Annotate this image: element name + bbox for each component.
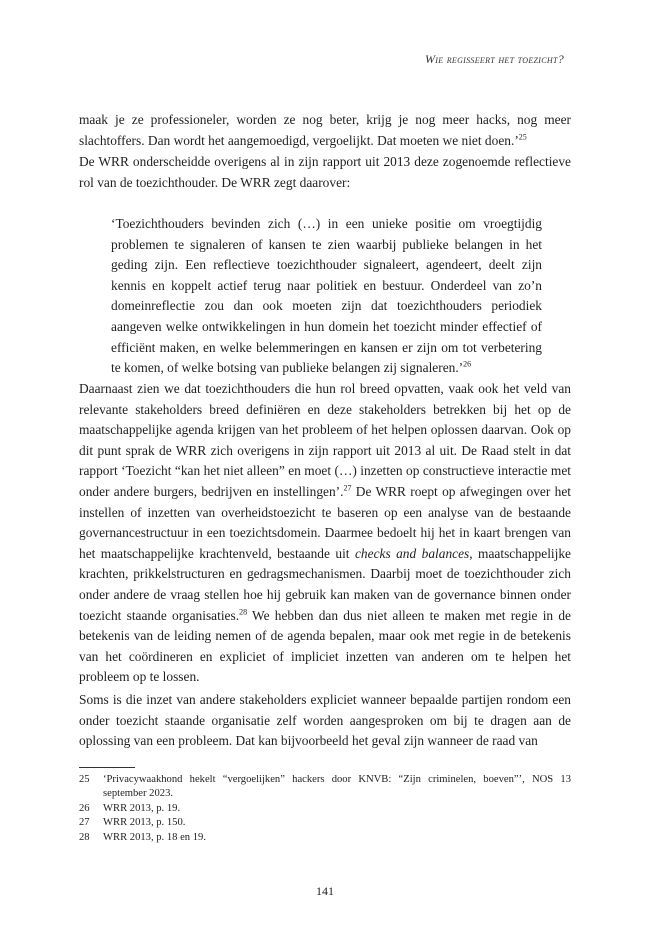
footnote-item — [79, 802, 571, 816]
paragraph-3-italic: checks and balances — [354, 545, 470, 561]
paragraph-3-text-b: De WRR roept op afwegingen over het instellen of inzetten van overheidstoezicht te baseren op een analyse van de bestaande governancestructuur in een toezichtsdomein. Daarmee bedoelt hij het in kaart brengen van het maatschappelijke krachtenveld, bestaande uit — [79, 483, 572, 561]
footnote-ref-25[interactable]: 25 — [518, 132, 527, 142]
paragraph-2-text: De WRR onderscheidde overigens al in zijn rapport uit 2013 deze zogenoemde reflectieve rol van de toezichthouder. De WRR zegt daarover: — [79, 154, 571, 190]
footnote-number: 26 — [79, 802, 90, 814]
block-quote-text: ‘Toezichthouders bevinden zich (…) in een unieke positie om vroegtijdig problemen te signaleren of kansen te zien waarbij publieke belangen in het geding zijn. Een reflectieve toezichthouder signaleert, agendeert, deelt zijn kennis en koppelt actief terug naar politiek en bestuur. Onderdeel van zo’n domeinreflectie zou dan ook moeten zijn dat toezichthouders periodiek aangeven welke ontwikkelingen in hun domein het toezicht minder effectief of efficiënt maken, en welke belemmeringen en kansen er zijn om tot verbetering te komen, of welke botsing van publieke belangen zij signaleren.’ — [111, 216, 542, 376]
footnote-divider — [79, 767, 135, 768]
paragraph-3 — [79, 379, 571, 688]
footnote-text: ‘Privacywaakhond hekelt “vergoelijken” hackers door KNVB: “Zijn criminelen, boeven”’, NOS 13 september 2023. — [103, 774, 571, 800]
footnote-number: 27 — [79, 817, 90, 829]
paragraph-3-text-d: We hebben dan dus niet alleen te maken met regie in de betekenis van de leiding nemen of de agenda bepalen, maar ook met regie in de betekenis van het coördineren en expliciet of impliciet inzetten van anderen om te helpen het probleem op te lossen. — [79, 607, 571, 685]
footnote-text: WRR 2013, p. 19. — [103, 802, 181, 814]
block-quote — [111, 214, 542, 379]
paragraph-3-text-a: Daarnaast zien we dat toezichthouders die hun rol breed opvatten, vaak ook het veld van relevante stakeholders breed definiëren en deze stakeholders betrekken bij het op de maatschappelijke agenda krijgen van het probleem of het helpen oplossen daarvan. Ook op dit punt sprak de WRR zich overigens in zijn rapport uit 2013 al uit. De Raad stelt in dat rapport ‘Toezicht “kan het niet alleen” en moet (…) inzetten op constructieve interactie met onder andere burgers, bedrijven en instellingen’. — [79, 381, 571, 499]
footnote-text: WRR 2013, p. 150. — [103, 817, 186, 829]
footnote-item — [79, 831, 571, 845]
footnote-number: 28 — [79, 831, 90, 843]
footnote-ref-28[interactable]: 28 — [239, 607, 248, 617]
page-number: 141 — [316, 884, 334, 898]
paragraph-1-text: maak je ze professioneler, worden ze nog beter, krijg je nog meer hacks, nog meer slachtoffers. Dan wordt het aangemoedigd, vergoelijkt. Dat moeten we niet doen.’ — [79, 112, 571, 148]
footnote-ref-26[interactable]: 26 — [463, 359, 472, 369]
footnote-ref-27[interactable]: 27 — [343, 483, 352, 493]
paragraph-3-text-c: , maatschappelijke krachten, prikkelstructuren en gedragsmechanismen. Daarbij moet de toezichthouder zich onder andere de vraag stellen hoe hij gebruik kan maken van de governance binnen onder toezicht staande organisaties. — [79, 545, 571, 623]
footnote-text: WRR 2013, p. 18 en 19. — [103, 831, 206, 843]
footnote-item — [79, 773, 571, 802]
paragraph-4 — [79, 690, 571, 752]
paragraph-4-text: Soms is die inzet van andere stakeholders expliciet wanneer bepaalde partijen rondom een onder toezicht staande organisatie zelf worden aangesproken om bij te dragen aan de oplossing van een probleem. Dat kan bijvoorbeeld het geval zijn wanneer de raad van — [79, 692, 571, 749]
footnote-number: 25 — [79, 774, 90, 785]
footnote-item — [79, 816, 571, 830]
footnotes — [79, 773, 571, 845]
paragraph-1 — [79, 110, 571, 151]
running-header: Wie regisseert het toezicht? — [424, 52, 564, 66]
paragraph-2 — [79, 152, 571, 193]
